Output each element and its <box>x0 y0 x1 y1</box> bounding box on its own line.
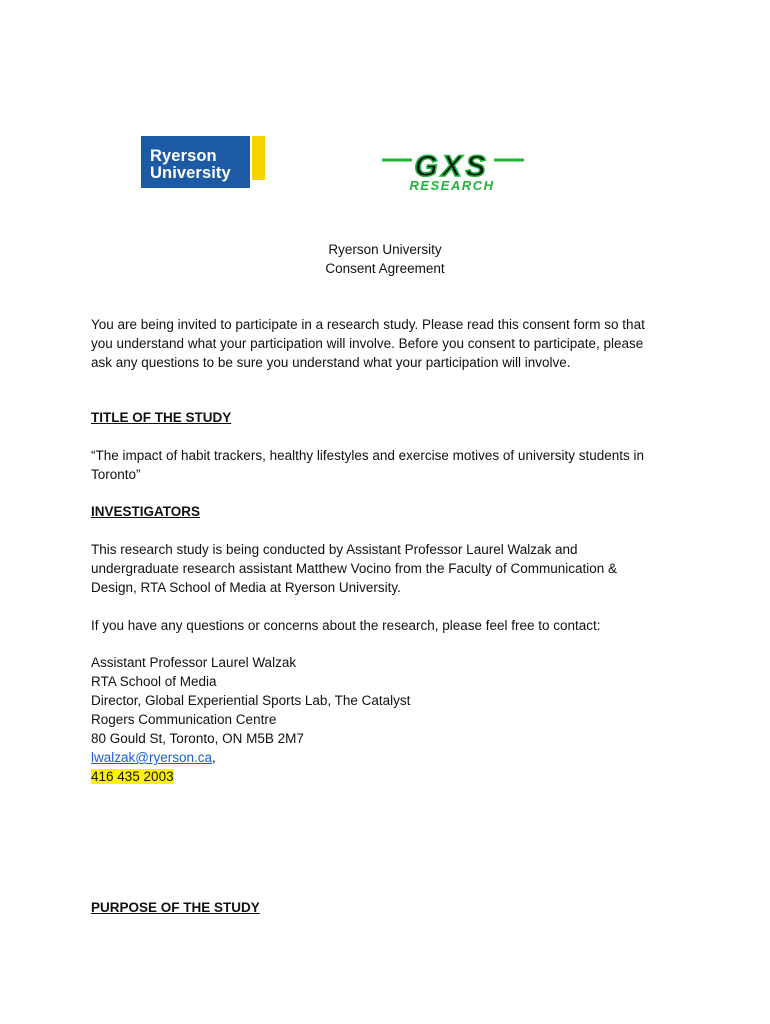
ryerson-logo-box <box>141 136 250 188</box>
ryerson-logo-line1: Ryerson <box>150 147 217 165</box>
title-line-1: Ryerson University <box>328 242 442 257</box>
contact-email-suffix: , <box>212 750 216 765</box>
contact-school: RTA School of Media <box>91 674 217 689</box>
contact-email-link[interactable]: lwalzak@ryerson.ca <box>91 750 212 765</box>
gxs-logo-subtitle: RESEARCH <box>409 178 495 192</box>
title-line-2: Consent Agreement <box>325 261 445 276</box>
contact-name: Assistant Professor Laurel Walzak <box>91 655 297 670</box>
contact-email-line <box>91 748 691 767</box>
contact-phone: 416 435 2003 <box>91 769 174 784</box>
contact-building: Rogers Communication Centre <box>91 712 277 727</box>
purpose-heading: PURPOSE OF THE STUDY <box>91 900 260 915</box>
document-title <box>0 240 770 278</box>
investigators-paragraph <box>91 540 691 597</box>
intro-paragraph <box>91 315 691 372</box>
investigators-line: This research study is being conducted by Assistant Professor Laurel Walzak and <box>91 542 578 557</box>
study-title-text <box>91 446 691 484</box>
study-title-line: “The impact of habit trackers, healthy lifestyles and exercise motives of university students in <box>91 448 644 463</box>
intro-line: you understand what your participation will involve. Before you consent to participate, please <box>91 336 644 351</box>
investigators-heading: INVESTIGATORS <box>91 504 201 519</box>
study-title-heading: TITLE OF THE STUDY <box>91 410 232 425</box>
contact-phone-line <box>91 767 691 786</box>
intro-line: ask any questions to be sure you understand what your participation will involve. <box>91 355 571 370</box>
gxs-logo-mark: GXS <box>414 150 490 183</box>
study-title-line: Toronto” <box>91 467 141 482</box>
contact-role: Director, Global Experiential Sports Lab, The Catalyst <box>91 693 411 708</box>
ryerson-logo-bar <box>252 136 265 180</box>
investigators-line: undergraduate research assistant Matthew Vocino from the Faculty of Communication & <box>91 561 618 576</box>
ryerson-logo <box>141 136 265 188</box>
ryerson-logo-line2: University <box>150 164 231 182</box>
contact-intro: If you have any questions or concerns about the research, please feel free to contact: <box>91 618 601 633</box>
contact-block <box>91 653 691 786</box>
intro-line: You are being invited to participate in a research study. Please read this consent form so that <box>91 317 645 332</box>
contact-address: 80 Gould St, Toronto, ON M5B 2M7 <box>91 731 304 746</box>
gxs-research-logo <box>376 150 528 192</box>
investigators-line: Design, RTA School of Media at Ryerson University. <box>91 580 401 595</box>
